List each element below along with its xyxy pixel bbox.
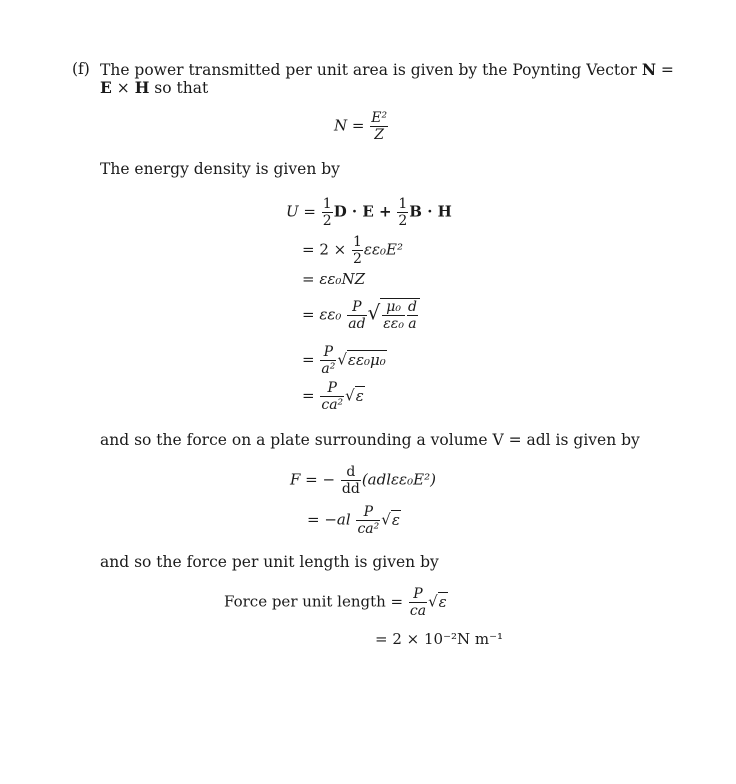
force-intro: and so the force on a plate surrounding a volume V = adl is given by [100,431,640,449]
equation-poynting [334,110,389,143]
perlength-root: ε [438,592,447,611]
energy-l6-pre: = [302,386,315,405]
energy-l2-pre: = 2 × [302,240,347,259]
force-l2-pre: = −al [307,510,351,529]
energy-l6-num: P [320,380,344,397]
intro-line-1 [100,60,674,80]
energy-l5-frac [320,344,336,377]
perlength-num: P [409,586,427,603]
vector-e: E [100,78,112,97]
energy-l4-num: P [347,299,366,316]
energy-l1-half-num: 1 [322,196,332,212]
root-sign-icon: √ [428,592,438,611]
energy-l1-half-2 [397,196,408,229]
energy-l4-fnum: d [407,299,417,315]
force-l2-frac [356,504,380,537]
force-l1-frac [341,464,361,497]
force-l1-lhs: F = − [290,470,336,489]
energy-l5-root: εε₀μ₀ [347,350,386,369]
energy-l4-rfrac [382,299,405,332]
eq-n-den: Z [374,127,385,143]
vector-h: H [134,78,150,97]
energy-l6-root: ε [355,386,364,405]
force-l2-den: ca² [357,521,380,537]
energy-l5-pre: = [302,350,315,369]
force-l2-num: P [356,504,380,521]
intro-line-2 [100,78,208,98]
energy-l2-half [352,234,363,267]
force-l1-body: (adlεε₀E²) [361,470,436,489]
energy-l2-post: εε₀E² [363,240,403,259]
energy-line-2 [302,234,403,267]
perlength-result: = 2 × 10⁻²N m⁻¹ [375,630,504,648]
perlength-frac [409,586,427,619]
energy-l1-half2-den: 2 [398,213,408,229]
energy-l4-rnum: μ₀ [382,299,405,316]
energy-l2-half-den: 2 [353,251,362,267]
energy-l1-lhs: U = [286,202,316,221]
energy-l1-half-den: 2 [322,213,332,229]
energy-line-4 [302,298,420,332]
part-label: (f) [72,60,90,78]
force-l1-num: d [341,464,361,481]
energy-l1-half2-num: 1 [398,196,408,212]
force-l1-den: dd [341,481,360,497]
energy-line-5 [302,344,387,377]
perlength-line-1 [224,586,448,619]
root-sign-icon: √ [381,510,391,529]
perlength-lhs: Force per unit length = [224,592,404,611]
energy-l4-den: ad [348,316,366,332]
root-sign-icon: √ [367,300,381,325]
eq-n-fraction [370,110,388,143]
energy-l1-bh: B · H [409,202,452,221]
energy-l6-frac [320,380,344,413]
energy-l4-root [380,298,420,332]
energy-line-1 [286,196,452,229]
energy-l4-frac [347,299,366,332]
energy-l5-num: P [320,344,336,361]
energy-l5-den: a² [321,361,336,377]
energy-l4-rden: εε₀ [383,316,404,332]
force-line-1 [290,464,436,497]
vector-n: N [641,60,656,79]
energy-l1-half-1 [322,196,333,229]
energy-l4-ffrac [407,299,418,332]
energy-l4-pre: = εε₀ [302,305,342,324]
equals-sign: = [660,61,674,79]
cross-sign: × [116,79,130,97]
eq-n-lhs: N = [334,116,365,135]
energy-line-6 [302,380,365,413]
energy-l2-half-num: 1 [353,234,362,250]
intro-tail: so that [154,79,209,97]
energy-l6-den: ca² [321,397,344,413]
eq-n-num: E² [371,110,388,126]
force-l2-root: ε [391,510,400,529]
energy-line-3: = εε₀NZ [302,270,365,288]
energy-intro: The energy density is given by [100,160,340,178]
root-sign-icon: √ [345,386,355,405]
root-sign-icon: √ [337,350,347,369]
energy-l4-fden: a [408,316,417,332]
energy-l1-de: D · E + [333,202,392,221]
perlength-den: ca [409,603,427,619]
perlength-intro: and so the force per unit length is given by [100,553,439,571]
force-line-2 [307,504,401,537]
intro-text: The power transmitted per unit area is given by the Poynting Vector [100,61,637,79]
